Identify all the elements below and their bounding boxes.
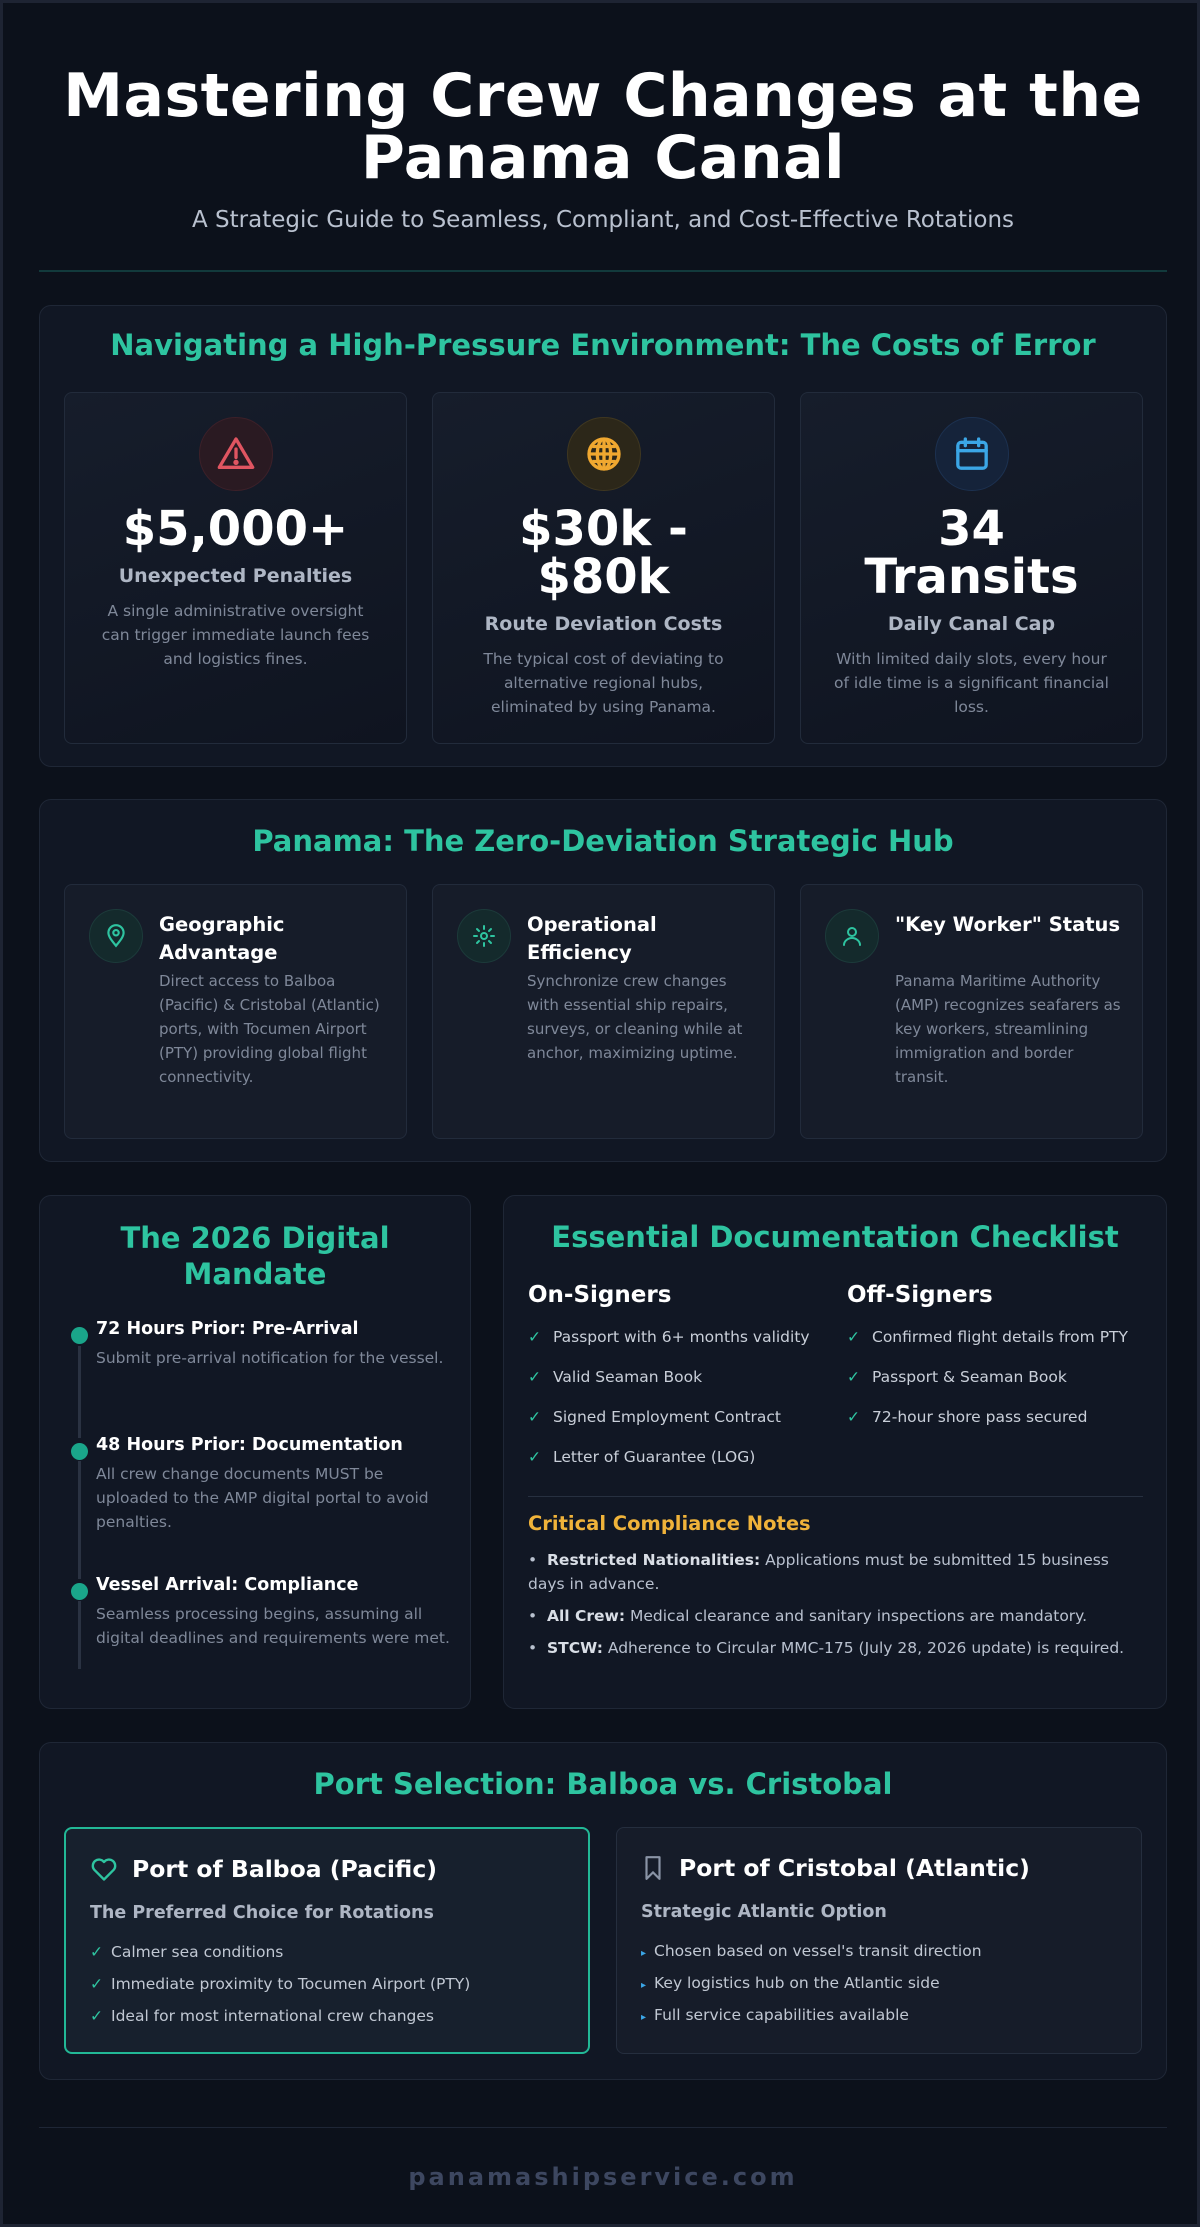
checklist-item-label: 72-hour shore pass secured — [872, 1408, 1088, 1426]
user-icon — [825, 909, 879, 963]
cost-label: Unexpected Penalties — [118, 565, 353, 587]
on-signers-heading: On-Signers — [528, 1282, 672, 1308]
timeline-connector — [78, 1346, 81, 1438]
note-text: Applications must be submitted 15 business days in advance. — [528, 1551, 1109, 1593]
costs-panel — [39, 305, 1167, 767]
off-signers-heading: Off-Signers — [847, 1282, 993, 1308]
timeline-dot — [71, 1443, 88, 1460]
port-subtitle: Strategic Atlantic Option — [641, 1902, 887, 1922]
bullet-icon: ▸ — [641, 1980, 647, 1991]
port-card-cristobal — [616, 1827, 1142, 2054]
header-divider — [39, 270, 1167, 272]
port-feature — [90, 1943, 283, 1961]
check-icon: ✓ — [847, 1408, 860, 1426]
footer-site-link[interactable]: panamashipservice.com — [408, 2163, 798, 2191]
port-feature-label: Calmer sea conditions — [111, 1943, 284, 1961]
cost-card-transits — [800, 392, 1143, 744]
compliance-note: • All Crew: Medical clearance and sanitary inspections are mandatory. — [528, 1607, 1088, 1625]
port-heading — [641, 1854, 1030, 1882]
timeline-step-title: Vessel Arrival: Compliance — [96, 1575, 359, 1595]
timeline-step-title: 48 Hours Prior: Documentation — [96, 1435, 403, 1455]
timeline-connector — [78, 1461, 81, 1579]
port-feature — [90, 1975, 470, 1993]
port-feature-label: Chosen based on vessel's transit direction — [654, 1942, 982, 1960]
checklist-item — [528, 1368, 702, 1386]
feature-title: Geographic Advantage — [159, 913, 285, 964]
port-feature — [90, 2007, 434, 2025]
cost-card-deviation — [432, 392, 775, 744]
checklist-item — [847, 1328, 1128, 1346]
page-title-line-1: Mastering Crew Changes at the — [63, 61, 1143, 131]
check-icon: ✓ — [528, 1368, 541, 1386]
checklist-item — [528, 1408, 781, 1426]
port-subtitle: The Preferred Choice for Rotations — [90, 1903, 434, 1923]
timeline-connector — [78, 1601, 81, 1669]
hub-title: Panama: The Zero-Deviation Strategic Hub — [252, 824, 954, 858]
ports-title: Port Selection: Balboa vs. Cristobal — [313, 1767, 893, 1801]
mandate-title-line-1: The 2026 Digital — [120, 1221, 390, 1255]
check-icon: ✓ — [847, 1328, 860, 1346]
compliance-note: • STCW: Adherence to Circular MMC-175 (July 28, 2026 update) is required. — [528, 1639, 1125, 1657]
note-text: Medical clearance and sanitary inspections are mandatory. — [625, 1607, 1088, 1625]
port-feature-label: Key logistics hub on the Atlantic side — [654, 1974, 940, 1992]
note-text: Adherence to Circular MMC-175 (July 28, 2026 update) is required. — [602, 1639, 1125, 1657]
gear-icon — [457, 909, 511, 963]
port-name: Port of Cristobal (Atlantic) — [679, 1854, 1030, 1882]
cost-value-line-2: Transits — [864, 549, 1079, 605]
checklist-item — [847, 1368, 1067, 1386]
timeline-step-description: Submit pre-arrival notification for the vessel. — [96, 1349, 444, 1367]
feature-card-geographic — [64, 884, 407, 1139]
checklist-divider — [528, 1496, 1143, 1497]
feature-title: "Key Worker" Status — [895, 913, 1121, 936]
timeline-dot — [71, 1583, 88, 1600]
checklist-item — [847, 1408, 1087, 1426]
cost-description: With limited daily slots, every hour of idle time is a significant financial loss. — [834, 650, 1109, 716]
page-title-line-2: Panama Canal — [360, 123, 846, 193]
cost-value: $5,000+ — [122, 501, 349, 557]
bookmark-icon — [641, 1855, 665, 1881]
check-icon: ✓ — [528, 1408, 541, 1426]
globe-icon — [567, 417, 641, 491]
cost-value-line-1: $30k - — [519, 501, 688, 557]
checklist-item-label: Passport with 6+ months validity — [553, 1328, 810, 1346]
cost-description: The typical cost of deviating to alternative regional hubs, eliminated by using Panama. — [483, 650, 724, 716]
calendar-icon — [935, 417, 1009, 491]
feature-card-operational — [432, 884, 775, 1139]
feature-description: Synchronize crew changes with essential ship repairs, surveys, or cleaning while at anchor, maximizing uptime. — [527, 972, 743, 1062]
bullet-icon: ▸ — [641, 2012, 647, 2023]
check-icon: ✓ — [90, 1943, 103, 1961]
cost-value-line-2: $80k — [537, 549, 670, 605]
feature-description: Panama Maritime Authority (AMP) recognizes seafarers as key workers, streamlining immigration and border transit. — [895, 972, 1121, 1086]
mandate-title — [40, 1220, 470, 1292]
check-icon: ✓ — [528, 1328, 541, 1346]
cost-description: A single administrative oversight can trigger immediate launch fees and logistics fines. — [101, 602, 370, 668]
checklist-item — [528, 1448, 755, 1466]
warning-icon — [199, 417, 273, 491]
bullet-icon: ▸ — [641, 1948, 647, 1959]
cost-value — [811, 501, 1132, 605]
cost-value — [443, 501, 764, 605]
checklist-item — [528, 1328, 810, 1346]
mandate-panel — [39, 1195, 471, 1709]
timeline-step-description: All crew change documents MUST be uploaded to the AMP digital portal to avoid penalties. — [96, 1465, 429, 1531]
ports-panel — [39, 1742, 1167, 2080]
port-feature-label: Ideal for most international crew changes — [111, 2007, 434, 2025]
hub-panel — [39, 799, 1167, 1162]
port-feature — [641, 1974, 940, 1992]
port-feature-label: Immediate proximity to Tocumen Airport (PTY) — [111, 1975, 471, 1993]
note-label: All Crew: — [547, 1607, 626, 1625]
page-subtitle: A Strategic Guide to Seamless, Compliant, and Cost-Effective Rotations — [191, 207, 1015, 233]
check-icon: ✓ — [90, 2007, 103, 2025]
footer-divider — [39, 2127, 1167, 2128]
port-name: Port of Balboa (Pacific) — [132, 1855, 438, 1883]
checklist-title: Essential Documentation Checklist — [551, 1220, 1119, 1254]
checklist-item-label: Signed Employment Contract — [553, 1408, 781, 1426]
timeline-step-description: Seamless processing begins, assuming all digital deadlines and requirements were met. — [96, 1605, 450, 1647]
port-feature-label: Full service capabilities available — [654, 2006, 909, 2024]
mandate-title-line-2: Mandate — [183, 1257, 327, 1291]
check-icon: ✓ — [90, 1975, 103, 1993]
cost-value-line-1: 34 — [938, 501, 1005, 557]
compliance-note: • Restricted Nationalities: Applications must be submitted 15 business days in advance. — [528, 1551, 1109, 1593]
feature-title: Operational Efficiency — [527, 913, 657, 964]
timeline-step-title: 72 Hours Prior: Pre-Arrival — [96, 1319, 359, 1339]
check-icon: ✓ — [847, 1368, 860, 1386]
checklist-panel — [503, 1195, 1167, 1709]
compliance-notes-title: Critical Compliance Notes — [528, 1512, 811, 1535]
check-icon: ✓ — [528, 1448, 541, 1466]
checklist-item-label: Confirmed flight details from PTY — [872, 1328, 1128, 1346]
port-feature — [641, 1942, 982, 1960]
costs-title: Navigating a High-Pressure Environment: The Costs of Error — [110, 328, 1096, 362]
cost-card-penalties — [64, 392, 407, 744]
timeline-dot — [71, 1327, 88, 1344]
cost-label: Route Deviation Costs — [484, 613, 723, 635]
page-title — [39, 61, 1167, 193]
map-pin-icon — [89, 909, 143, 963]
checklist-item-label: Letter of Guarantee (LOG) — [553, 1448, 756, 1466]
port-feature — [641, 2006, 909, 2024]
port-card-balboa — [64, 1827, 590, 2054]
heart-icon — [90, 1856, 118, 1882]
feature-description: Direct access to Balboa (Pacific) & Cristobal (Atlantic) ports, with Tocumen Airport (PTY) providing global flight connectivity. — [159, 972, 380, 1086]
note-label: STCW: — [547, 1639, 603, 1657]
cost-label: Daily Canal Cap — [887, 613, 1056, 635]
port-heading — [90, 1855, 437, 1883]
note-label: Restricted Nationalities: — [547, 1551, 761, 1569]
checklist-item-label: Valid Seaman Book — [553, 1368, 703, 1386]
feature-card-key-worker — [800, 884, 1143, 1139]
checklist-item-label: Passport & Seaman Book — [872, 1368, 1067, 1386]
